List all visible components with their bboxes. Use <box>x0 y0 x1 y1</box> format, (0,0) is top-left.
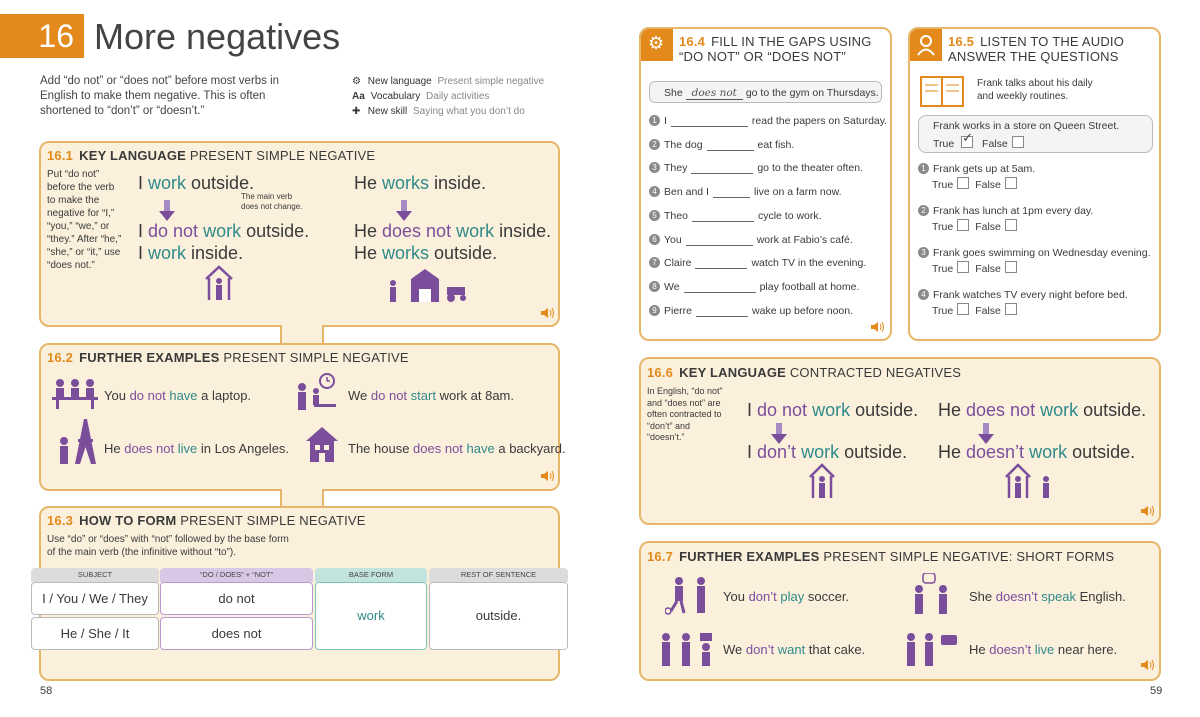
true-checkbox[interactable] <box>957 261 969 273</box>
example-line: I work inside. <box>138 243 244 263</box>
panel-16-2 <box>39 343 566 491</box>
item-number: 9 <box>649 305 660 316</box>
panel-title: 16.2 FURTHER EXAMPLES PRESENT SIMPLE NEGATIVE <box>47 350 409 365</box>
chapter-number-box <box>0 14 84 58</box>
house-icon <box>306 425 338 463</box>
answer-blank[interactable] <box>713 197 750 198</box>
arrow-down-icon <box>159 200 175 222</box>
intro-text: Add “do not” or “does not” before most verbs in English to make them negative. This is often shortened to “don’t” or “doesn’t.” <box>40 75 280 117</box>
item-rest: watch TV in the evening. <box>751 257 867 270</box>
panel-title: 16.5 LISTEN TO THE AUDIO ANSWER THE QUESTIONS <box>948 34 1125 64</box>
auxiliary-cell: do not <box>160 582 313 615</box>
question-text: Frank has lunch at 1pm every day. <box>933 205 1094 217</box>
speaker-icon[interactable] <box>541 470 555 482</box>
callout-note: The main verb does not change. <box>241 192 303 211</box>
item-rest: live on a farm now. <box>753 186 842 199</box>
eiffel-tower-icon <box>58 419 98 465</box>
panel-note: In English, “do not” and “does not” are often contracted to “don’t” and “doesn’t.” <box>647 386 723 442</box>
people-laptop-icon <box>50 377 100 409</box>
directions-icon <box>903 627 959 669</box>
soccer-players-icon <box>665 575 711 615</box>
speaker-icon[interactable] <box>1141 505 1155 517</box>
subject-cell: He / She / It <box>31 617 159 650</box>
item-rest: eat fish. <box>757 138 795 151</box>
person-icon-box <box>910 29 942 61</box>
item-rest: wake up before noon. <box>752 304 854 317</box>
question-text: Frank gets up at 5am. <box>933 163 1036 175</box>
aa-icon: Aa <box>352 91 365 102</box>
exercise-item <box>649 257 866 269</box>
item-number: 4 <box>918 289 929 300</box>
panel-description: Use “do” or “does” with “not” followed by the base form of the main verb (the infinitive without “to”). <box>47 534 289 558</box>
base-form-cell: work <box>315 582 427 650</box>
panel-title: 16.3 HOW TO FORM PRESENT SIMPLE NEGATIVE <box>47 513 366 528</box>
panel-title: 16.6 KEY LANGUAGE CONTRACTED NEGATIVES <box>647 365 962 380</box>
example-box: She does not go to the gym on Thursdays. <box>649 81 882 103</box>
diary-icon <box>920 73 964 107</box>
item-number: 2 <box>649 139 660 150</box>
answer-blank[interactable] <box>691 173 753 174</box>
false-label: False <box>975 305 1001 317</box>
gears-icon-box <box>641 29 673 61</box>
page-number-left: 58 <box>40 685 53 697</box>
panel-16-4 <box>639 27 892 341</box>
false-label: False <box>975 221 1001 233</box>
info-new-skill: ✚ New skill Saying what you don’t do <box>352 106 525 117</box>
example-line: We do not start work at 8am. <box>348 388 514 403</box>
gears-icon: ⚙ <box>648 33 665 53</box>
info-new-language: ⚙ New language Present simple negative <box>352 76 545 87</box>
exercise-intro: Frank talks about his daily and weekly routines. <box>977 78 1093 102</box>
question-item <box>918 245 1151 277</box>
false-label: False <box>975 263 1001 275</box>
example-line: He doesn’t work outside. <box>938 442 1136 462</box>
item-subject: I <box>664 115 667 127</box>
example-line: The house does not have a backyard. <box>348 441 566 456</box>
answer-blank[interactable] <box>686 245 753 246</box>
exercise-item <box>649 139 794 151</box>
item-subject: Pierre <box>664 304 693 317</box>
exercise-item <box>649 281 859 293</box>
speaker-icon[interactable] <box>871 321 885 333</box>
example-line: He does not work outside. <box>938 400 1147 420</box>
exercise-item <box>649 186 842 198</box>
panel-title: 16.1 KEY LANGUAGE PRESENT SIMPLE NEGATIVE <box>47 148 376 163</box>
person-icon <box>916 34 936 56</box>
answer-blank[interactable] <box>692 221 754 222</box>
speaker-icon[interactable] <box>1141 659 1155 671</box>
farm-icon <box>387 267 473 303</box>
true-checkbox[interactable] <box>957 219 969 231</box>
rest-of-sentence-cell: outside. <box>429 582 568 650</box>
false-checkbox[interactable] <box>1012 136 1024 148</box>
answer-blank[interactable] <box>684 292 756 293</box>
example-line: We don’t want that cake. <box>723 642 866 657</box>
true-label: True <box>932 221 954 233</box>
panel-16-7 <box>639 541 1161 681</box>
item-rest: read the papers on Saturday. <box>751 115 888 127</box>
item-subject: Ben and I <box>664 186 709 199</box>
example-line: He doesn’t live near here. <box>969 642 1118 657</box>
auxiliary-cell: does not <box>160 617 313 650</box>
example-line: I work outside. <box>138 173 255 193</box>
item-subject: We <box>664 280 680 293</box>
example-box <box>918 115 1153 153</box>
item-number: 7 <box>649 257 660 268</box>
false-checkbox[interactable] <box>1005 303 1017 315</box>
example-line: He does not live in Los Angeles. <box>104 441 290 456</box>
info-list <box>352 76 592 121</box>
house-person-outside-icon <box>1003 463 1055 499</box>
example-line: She doesn’t speak English. <box>969 589 1126 604</box>
exercise-item <box>649 115 887 127</box>
page-title: More negatives <box>94 16 341 57</box>
example-answer: does not <box>686 87 743 100</box>
panel-connector <box>280 325 324 345</box>
example-line: I do not work outside. <box>747 400 919 420</box>
true-label: True <box>932 263 954 275</box>
true-checkbox[interactable] <box>957 177 969 189</box>
example-line: I do not work outside. <box>138 221 310 241</box>
answer-blank[interactable] <box>696 316 748 317</box>
item-subject: The dog <box>664 138 703 151</box>
question-item <box>918 161 1035 193</box>
item-number: 2 <box>918 205 929 216</box>
house-person-icon <box>203 265 235 301</box>
answer-blank[interactable] <box>671 126 748 127</box>
question-item <box>918 287 1128 319</box>
item-number: 4 <box>649 186 660 197</box>
example-line: You do not have a laptop. <box>104 388 252 403</box>
true-checkbox[interactable] <box>957 303 969 315</box>
false-checkbox[interactable] <box>1005 177 1017 189</box>
column-header-base-form: BASE FORM <box>315 568 427 582</box>
item-number: 6 <box>649 234 660 245</box>
arrow-down-icon <box>396 200 412 222</box>
panel-title: 16.7 FURTHER EXAMPLES PRESENT SIMPLE NEGATIVE: SHORT FORMS <box>647 549 1115 564</box>
example-line: He does not work inside. <box>354 221 552 241</box>
column-header-rest: REST OF SENTENCE <box>429 568 568 582</box>
check-icon: ✓ <box>962 131 974 146</box>
false-label: False <box>975 179 1001 191</box>
item-number: 8 <box>649 281 660 292</box>
item-number: 3 <box>918 247 929 258</box>
exercise-item <box>649 234 853 246</box>
item-subject: Claire <box>664 257 692 270</box>
panel-note: Put “do not” before the verb to make the negative for “I,” “you,” “we,” or “they.” After “he,” “she,” or “it,” use “does not.” <box>47 169 122 271</box>
false-checkbox[interactable] <box>1005 261 1017 273</box>
puzzle-icon: ✚ <box>352 106 361 117</box>
false-checkbox[interactable] <box>1005 219 1017 231</box>
panel-title: 16.4 FILL IN THE GAPS USING “DO NOT” OR “DOES NOT” <box>679 34 872 64</box>
exercise-item <box>649 162 863 174</box>
answer-blank[interactable] <box>707 150 754 151</box>
item-rest: play football at home. <box>759 280 860 293</box>
item-rest: work at Fabio’s café. <box>756 233 853 246</box>
exercise-item <box>649 305 853 317</box>
chapter-number: 16 <box>38 18 74 54</box>
subject-cell: I / You / We / They <box>31 582 159 615</box>
column-header-subject: SUBJECT <box>31 568 159 582</box>
house-person-icon <box>807 463 837 499</box>
answer-blank[interactable] <box>695 268 747 269</box>
panel-16-1 <box>39 141 560 327</box>
info-vocabulary: Aa Vocabulary Daily activities <box>352 91 490 102</box>
office-clock-icon <box>294 373 338 411</box>
example-line: I don’t work outside. <box>747 442 908 462</box>
gear-icon: ⚙ <box>352 76 361 87</box>
example-line: He works inside. <box>354 173 487 193</box>
cake-people-icon <box>658 627 714 669</box>
question-text: Frank watches TV every night before bed. <box>933 289 1128 301</box>
page-number-right: 59 <box>1150 685 1163 697</box>
column-header-do-does-not: “DO / DOES” + “NOT” <box>160 568 313 582</box>
item-subject: They <box>664 162 688 175</box>
item-number: 1 <box>918 163 929 174</box>
item-rest: go to the theater often. <box>757 162 864 175</box>
example-line: He works outside. <box>354 243 498 263</box>
exercise-item <box>649 210 822 222</box>
panel-16-5 <box>908 27 1161 341</box>
question-text: Frank goes swimming on Wednesday evening. <box>933 247 1151 259</box>
true-label: True <box>932 305 954 317</box>
item-rest: cycle to work. <box>757 209 822 222</box>
example-statement: Frank works in a store on Queen Street. <box>933 120 1120 132</box>
question-item <box>918 203 1093 235</box>
item-number: 1 <box>649 115 660 126</box>
item-number: 5 <box>649 210 660 221</box>
speaker-icon[interactable] <box>541 307 555 319</box>
true-label: True <box>932 179 954 191</box>
item-subject: You <box>664 233 682 246</box>
true-checkbox-checked[interactable] <box>961 131 974 148</box>
speech-confused-icon <box>909 573 955 615</box>
item-subject: Theo <box>664 209 688 222</box>
example-line: You don’t play soccer. <box>723 589 850 604</box>
panel-16-6 <box>639 357 1161 525</box>
example-answer: True ✓ False <box>933 136 1030 150</box>
item-number: 3 <box>649 162 660 173</box>
